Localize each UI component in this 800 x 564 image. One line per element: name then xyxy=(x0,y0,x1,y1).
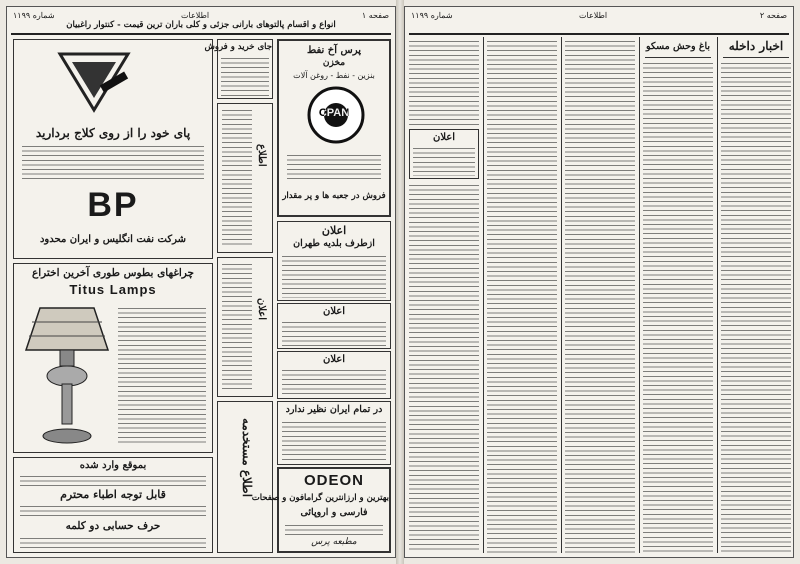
notice2-title: اعلان xyxy=(322,306,346,317)
iran-text xyxy=(282,420,386,462)
page-gutter xyxy=(396,0,404,564)
column-rule xyxy=(639,37,640,553)
bottom-text-2 xyxy=(20,504,206,518)
cpan-line4: فروش در جعبه ها و پر مقدار xyxy=(282,191,386,201)
bottom-text-1 xyxy=(20,474,206,486)
bp-body-text xyxy=(22,144,204,180)
odeon-ad xyxy=(251,467,391,553)
cpan-line1: پرس آخ نفط xyxy=(306,45,362,56)
column-heading-moscow-zoo: باغ وحش مسکو xyxy=(645,41,711,52)
vertical-notice-2 xyxy=(217,257,273,397)
notice1-text xyxy=(282,254,386,298)
right-notice-title: اعلان xyxy=(432,132,456,143)
column-rule xyxy=(717,37,718,553)
vertical-notice-1 xyxy=(217,103,273,253)
titus-body-text xyxy=(118,306,206,446)
cpan-line2: مخزن xyxy=(322,58,346,68)
clutch-pedal-illustration xyxy=(54,48,134,118)
bp-company: شرکت نفت انگلیس و ایران محدود xyxy=(39,234,187,245)
col5-text xyxy=(721,61,791,553)
odeon-line2: فارسی و اروپائی xyxy=(300,507,368,518)
notice-municipality xyxy=(277,221,391,301)
bottom-ads xyxy=(13,457,213,553)
left-banner: انواع و اقسام پالتوهای بارانی جزئی و کلی باران ترین قیمت - کنتوار راغبیان xyxy=(66,20,336,30)
cpan-ad xyxy=(277,39,391,217)
bottom-text-3 xyxy=(20,536,206,550)
heading-rule xyxy=(645,57,711,58)
cpan-text xyxy=(287,153,381,179)
col2-text xyxy=(487,39,557,553)
notice1-title: اعلان xyxy=(321,224,347,237)
col3-text xyxy=(565,39,635,553)
odeon-line1: بهترین و ارزانترین گرامافون و صفحات xyxy=(251,493,389,503)
lamp-illustration xyxy=(22,304,112,449)
odeon-signature: مطبعه پرس xyxy=(311,537,357,547)
bottom-title-2: قابل توجه اطباء محترم xyxy=(60,488,166,501)
iran-title: در تمام ایران نظیر ندارد xyxy=(285,404,383,415)
notice3-text xyxy=(282,368,386,396)
titus-title-en: Titus Lamps xyxy=(69,282,157,297)
right-notice-box xyxy=(409,129,479,179)
bp-headline: پای خود را از روی کلاج بردارید xyxy=(35,126,191,140)
cpan-line3: بنزین - نفط - روغن آلات xyxy=(293,71,375,80)
bp-ad xyxy=(13,39,213,259)
sale-ad xyxy=(204,39,273,99)
sale-title: جای خرید و فروش xyxy=(204,42,272,52)
column-heading-domestic-news: اخبار داخله xyxy=(728,39,784,53)
notice2-text xyxy=(282,320,386,346)
notice1-subtitle: ازطرف بلدیه طهران xyxy=(293,238,375,249)
odeon-text xyxy=(285,523,383,535)
col1-text-a xyxy=(409,39,479,125)
right-notice-text xyxy=(413,146,475,176)
titus-title-fa: چراغهای بطوس طوری آخرین اختراع xyxy=(31,267,195,279)
heading-rule xyxy=(723,57,789,58)
vertical-notice-3 xyxy=(217,401,273,553)
titus-lamps-ad xyxy=(13,263,213,453)
right-issue: شماره ۱۱۹۹ xyxy=(411,11,453,20)
col4-text xyxy=(643,61,713,553)
right-page-header xyxy=(409,9,789,35)
vertical-text-1 xyxy=(222,108,252,248)
right-page-number: صفحه ۲ xyxy=(759,11,787,20)
bp-logo: BP xyxy=(87,186,139,224)
col1-text-b xyxy=(409,183,479,553)
left-issue: شماره ۱۱۹۹ xyxy=(13,11,55,20)
sale-text xyxy=(221,56,269,96)
column-rule xyxy=(483,37,484,553)
vertical-title-3: اطلاع مستخدمه xyxy=(240,418,254,498)
notice-2 xyxy=(277,303,391,349)
vertical-title-1: اطلاع xyxy=(256,144,267,167)
notice3-title: اعلان xyxy=(322,354,346,365)
cpan-logo: CPAN xyxy=(318,107,350,119)
bottom-title-3: حرف حسابی دو کلمه xyxy=(65,520,161,532)
vertical-text-2 xyxy=(222,262,252,392)
vertical-title-2: اعلان xyxy=(256,298,267,321)
left-page-number: صفحه ۱ xyxy=(361,11,389,20)
bottom-title-1: بموقع وارد شده xyxy=(79,460,147,471)
notice-3 xyxy=(277,351,391,399)
left-masthead: اطلاعات xyxy=(181,11,210,20)
left-page xyxy=(6,6,396,558)
iran-ad xyxy=(277,401,391,465)
left-page-header xyxy=(11,9,391,35)
right-masthead: اطلاعات xyxy=(579,11,608,20)
odeon-title: ODEON xyxy=(303,472,364,489)
right-page xyxy=(404,6,794,558)
column-rule xyxy=(561,37,562,553)
